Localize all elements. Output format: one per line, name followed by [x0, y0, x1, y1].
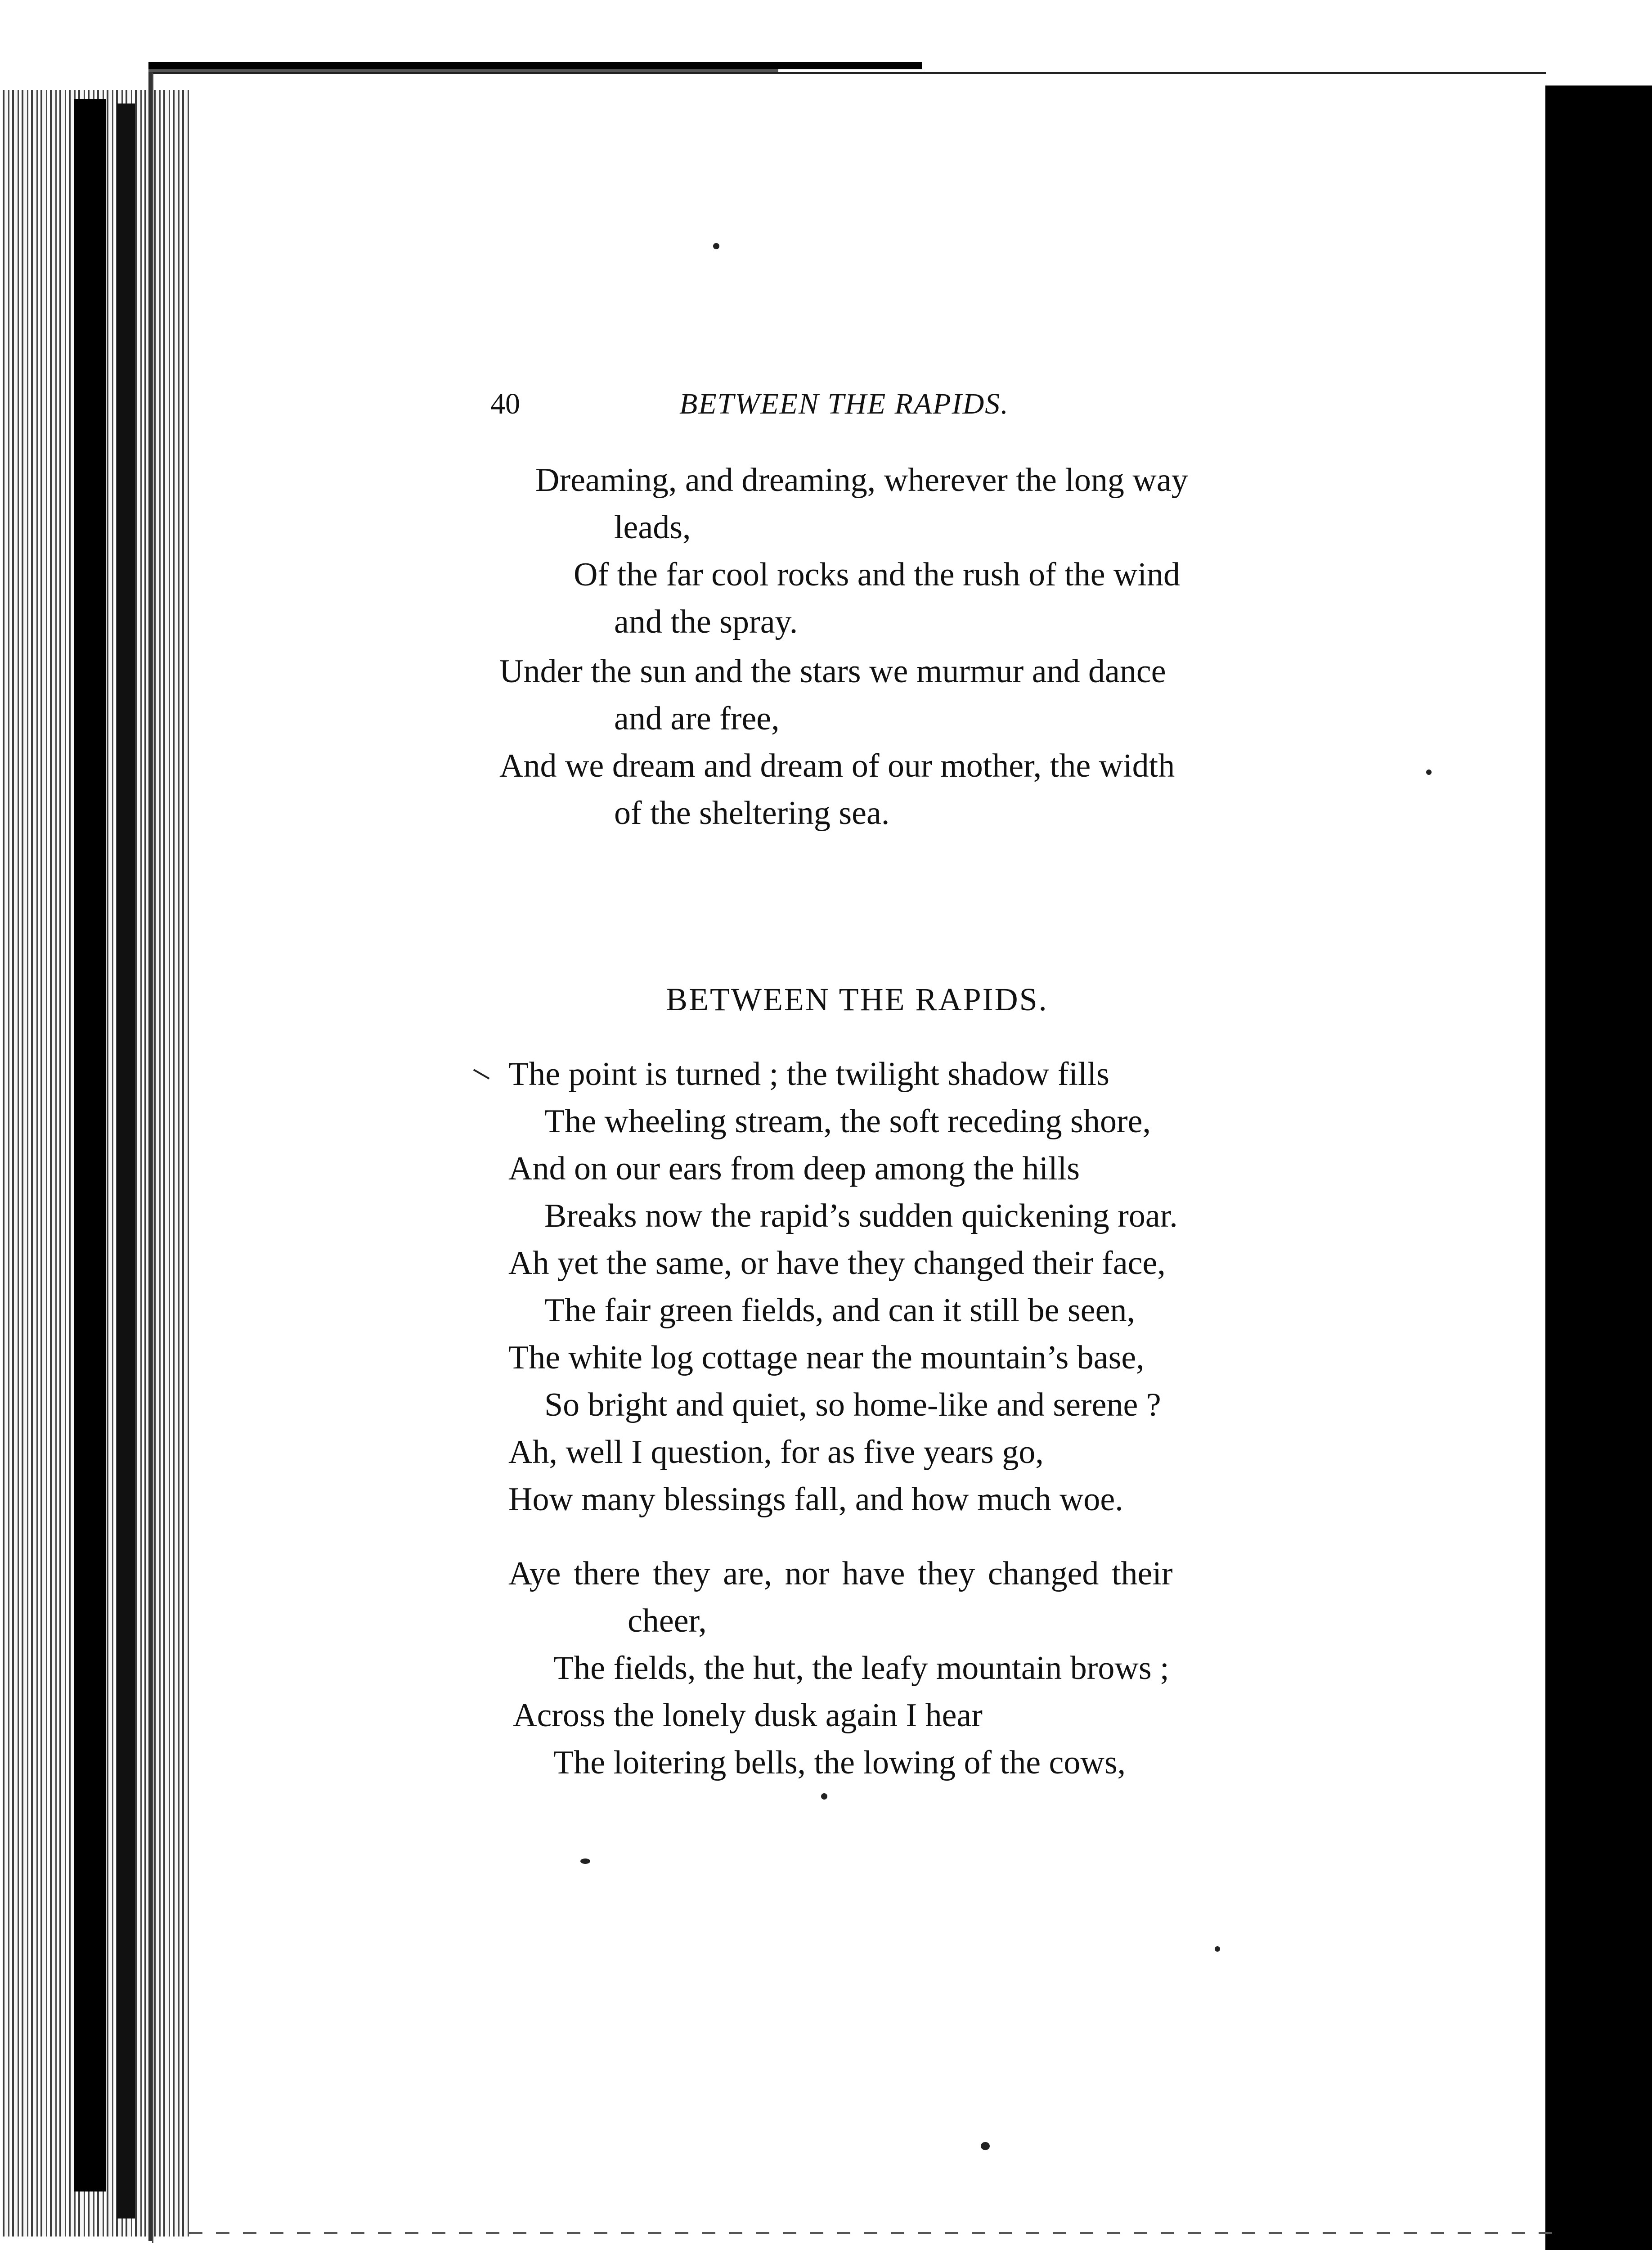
previous-poem-line: Dreaming, and dreaming, wherever the long way: [535, 462, 1188, 499]
binding-dark-band: [74, 99, 106, 2192]
binding-dark-band-inner: [117, 104, 135, 2218]
previous-poem-line: leads,: [614, 509, 691, 546]
poem-line: cheer,: [628, 1602, 707, 1639]
poem-line: Ah yet the same, or have they changed their face,: [508, 1245, 1166, 1282]
scan-speck: [713, 243, 719, 249]
poem-line: So bright and quiet, so home-like and serene ?: [544, 1386, 1161, 1423]
page-left-edge: [148, 63, 152, 2241]
poem-title: BETWEEN THE RAPIDS.: [666, 981, 1048, 1017]
page-number: 40: [490, 387, 520, 420]
scan-speck: [981, 2142, 990, 2150]
previous-poem-line: Of the far cool rocks and the rush of the wind: [574, 556, 1181, 593]
poem-line: The point is turned ; the twilight shadow fills: [508, 1056, 1109, 1093]
poem-line: Breaks now the rapid’s sudden quickening roar.: [544, 1197, 1178, 1234]
poem-line: The white log cottage near the mountain’s base,: [508, 1339, 1145, 1376]
previous-poem-line: and the spray.: [614, 603, 798, 640]
poem-line: The wheeling stream, the soft receding shore,: [544, 1103, 1151, 1140]
poem-line: Ah, well I question, for as five years go,: [508, 1434, 1044, 1471]
page-top-edge: [148, 62, 922, 69]
scan-speck: [580, 1858, 590, 1864]
running-title: BETWEEN THE RAPIDS.: [679, 387, 1009, 420]
scan-speck: [1215, 1946, 1220, 1952]
scan-speck: [1426, 770, 1432, 775]
poem-line: Aye there they are, nor have they changed their: [508, 1555, 1173, 1592]
page-bottom-edge: [189, 2232, 1561, 2234]
page-right-edge-shadow: [1545, 86, 1652, 2250]
previous-poem-line: of the sheltering sea.: [614, 795, 890, 832]
previous-poem-line: And we dream and dream of our mother, the width: [499, 747, 1175, 784]
poem-line: Across the lonely dusk again I hear: [513, 1697, 983, 1734]
poem-line: And on our ears from deep among the hills: [508, 1150, 1080, 1187]
poem-line: The fields, the hut, the leafy mountain brows ;: [553, 1650, 1169, 1687]
running-header: [490, 387, 1255, 428]
scan-speck: [821, 1793, 827, 1800]
previous-poem-line: and are free,: [614, 700, 780, 737]
previous-poem-line: Under the sun and the stars we murmur and dance: [499, 653, 1166, 690]
poem-line: How many blessings fall, and how much woe.: [508, 1481, 1123, 1518]
poem-line: The loitering bells, the lowing of the cows,: [553, 1744, 1126, 1781]
poem-line: The fair green fields, and can it still be seen,: [544, 1292, 1135, 1329]
